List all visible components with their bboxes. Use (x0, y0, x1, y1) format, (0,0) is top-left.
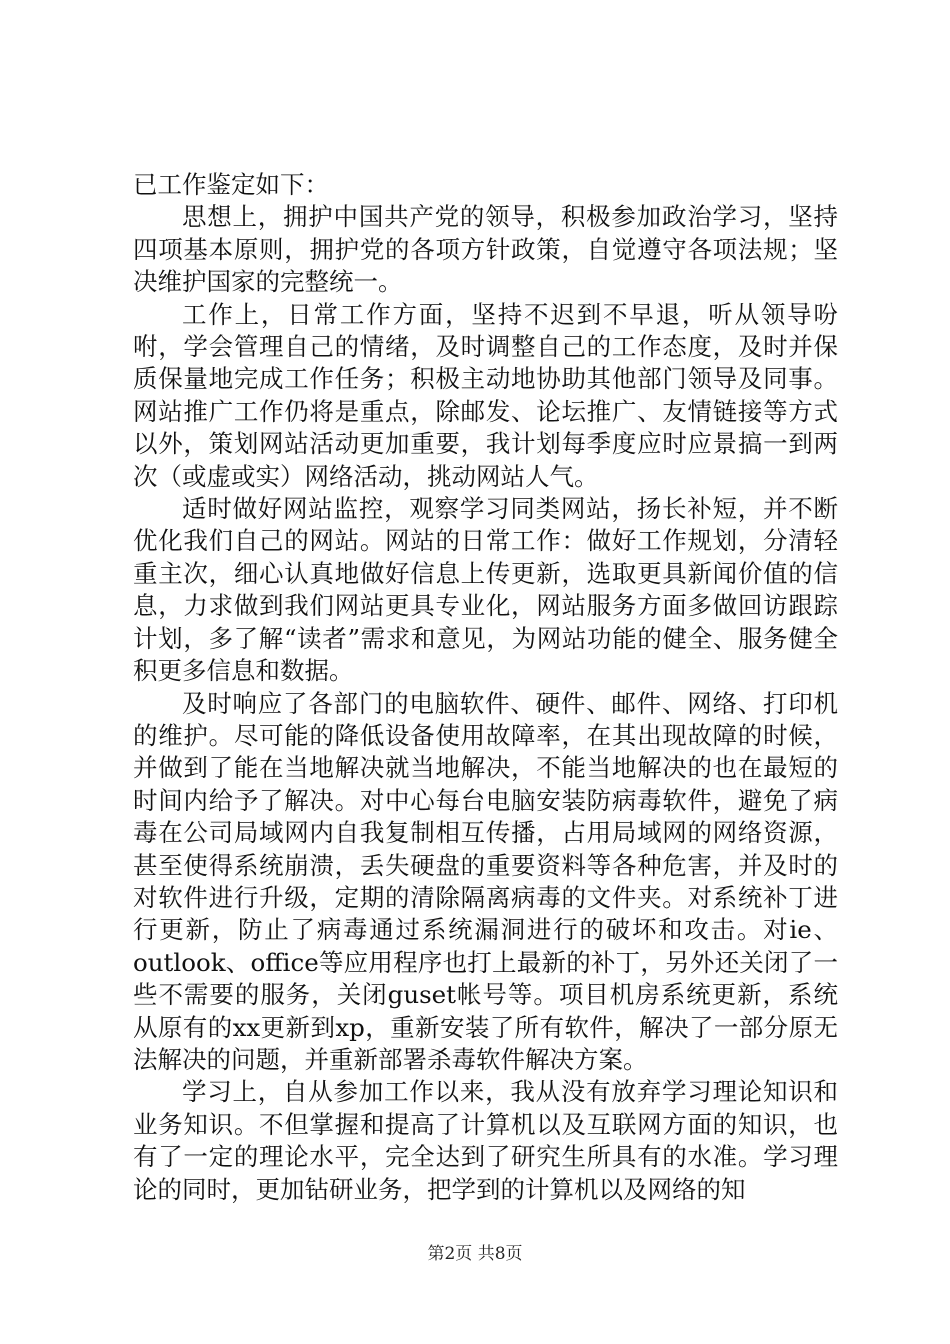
paragraph-6: 学习上，自从参加工作以来，我从没有放弃学习理论知识和业务知识。不但掌握和提高了计算机以及互联网方面的知识，也有了一定的理论水平，完全达到了研究生所具有的水准。学习理论的同时，更加钻研业务，把学到的计算机以及网络的知 (133, 1077, 838, 1204)
paragraph-5: 及时响应了各部门的电脑软件、硬件、邮件、网络、打印机的维护。尽可能的降低设备使用故障率，在其出现故障的时候，并做到了能在当地解决就当地解决，不能当地解决的也在最短的时间内给予了解决。对中心每台电脑安装防病毒软件，避免了病毒在公司局域网内自我复制相互传播，占用局域网的网络资源，甚至使得系统崩溃，丢失硬盘的重要资料等各种危害，并及时的对软件进行升级，定期的清除隔离病毒的文件夹。对系统补丁进行更新，防止了病毒通过系统漏洞进行的破坏和攻击。对ie、outlook、office等应用程序也打上最新的补丁，另外还关闭了一些不需要的服务，关闭guset帐号等。项目机房系统更新，系统从原有的xx更新到xp，重新安装了所有软件，解决了一部分原无法解决的问题，并重新部署杀毒软件解决方案。 (133, 688, 838, 1074)
paragraph-4: 适时做好网站监控，观察学习同类网站，扬长补短，并不断优化我们自己的网站。网站的日常工作：做好工作规划，分清轻重主次，细心认真地做好信息上传更新，选取更具新闻价值的信息，力求做到我们网站更具专业化，网站服务方面多做回访跟踪计划，多了解“读者”需求和意见，为网站功能的健全、服务健全积更多信息和数据。 (133, 494, 838, 686)
paragraph-1: 已工作鉴定如下： (133, 170, 329, 199)
document-body (133, 169, 838, 1206)
paragraph-3: 工作上，日常工作方面，坚持不迟到不早退，听从领导吩咐，学会管理自己的情绪，及时调整自己的工作态度，及时并保质保量地完成工作任务；积极主动地协助其他部门领导及同事。网站推广工作仍将是重点，除邮发、论坛推广、友情链接等方式以外，策划网站活动更加重要，我计划每季度应时应景搞一到两次（或虚或实）网络活动，挑动网站人气。 (133, 299, 838, 491)
page-footer: 第2页 共8页 (427, 1244, 523, 1264)
paragraph-2: 思想上，拥护中国共产党的领导，积极参加政治学习，坚持四项基本原则，拥护党的各项方针政策，自觉遵守各项法规；坚决维护国家的完整统一。 (133, 202, 838, 297)
